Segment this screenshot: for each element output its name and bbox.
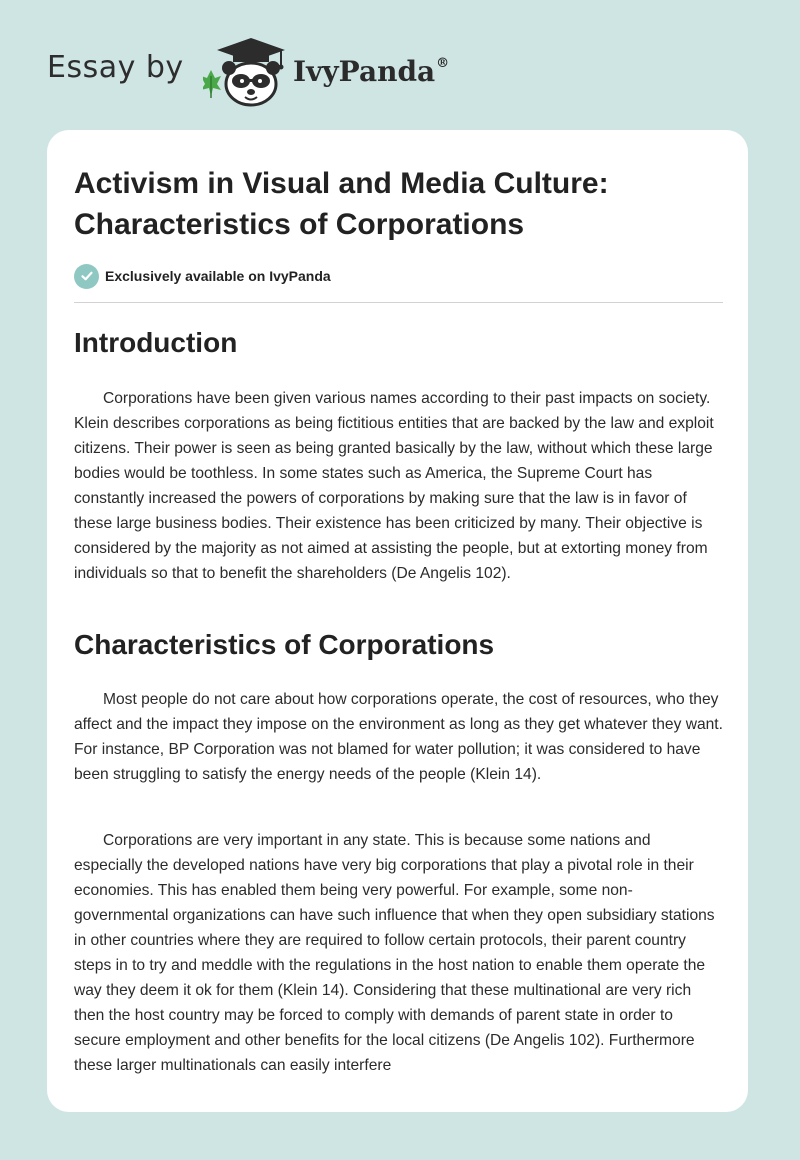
brand-name[interactable]: IvyPanda® [293, 55, 450, 88]
exclusive-badge-text: Exclusively available on IvyPanda [105, 268, 331, 284]
title-divider [74, 302, 723, 303]
article-card [47, 130, 748, 1112]
site-header [47, 36, 517, 116]
article-title: Activism in Visual and Media Culture: Characteristics of Corporations [74, 167, 609, 241]
section-heading-characteristics: Characteristics of Corporations [74, 629, 495, 660]
paragraph: Most people do not care about how corporations operate, the cost of resources, who they affect and the impact they impose on the environment as long as they get whatever they want. For instance, BP Corporation was not blamed for water pollution; it was considered to have been struggling to satisfy the energy needs of the people (Klein 14). [74, 691, 723, 783]
registered-mark: ® [436, 55, 450, 71]
section-heading-introduction: Introduction [74, 327, 238, 358]
brand-prefix: Essay by [47, 50, 184, 85]
checkmark-icon [74, 264, 99, 289]
exclusive-badge [74, 263, 331, 289]
panda-logo-icon[interactable] [203, 36, 287, 108]
paragraph: Corporations are very important in any state. This is because some nations and especially the developed nations have very big corporations that play a pivotal role in their economies. This has enabled them being very powerful. For example, some non-governmental organizations can have such influence that when they open subsidiary stations in other countries where they are required to follow certain protocols, their parent country steps in to try and meddle with the regulations in the host nation to enable them operate the way they deem it ok for them (Klein 14). Considering that these multinational are very rich then the host country may be forced to comply with demands of parent state in order to secure employment and other benefits for the local citizens (De Angelis 102). Furthermore these larger multinationals can easily interfere [74, 832, 715, 1074]
paragraph: Corporations have been given various names according to their past impacts on society. Klein describes corporations as being fictitious entities that are backed by the law and exploit citizens. Their power is seen as being granted basically by the law, without which these large bodies would be toothless. In some states such as America, the Supreme Court has constantly increased the powers of corporations by making sure that the law is in favor of these large business bodies. Their existence has been criticized by many. Their objective is considered by the majority as not aimed at assisting the people, but at extorting money from individuals so that to benefit the shareholders (De Angelis 102). [74, 390, 714, 582]
